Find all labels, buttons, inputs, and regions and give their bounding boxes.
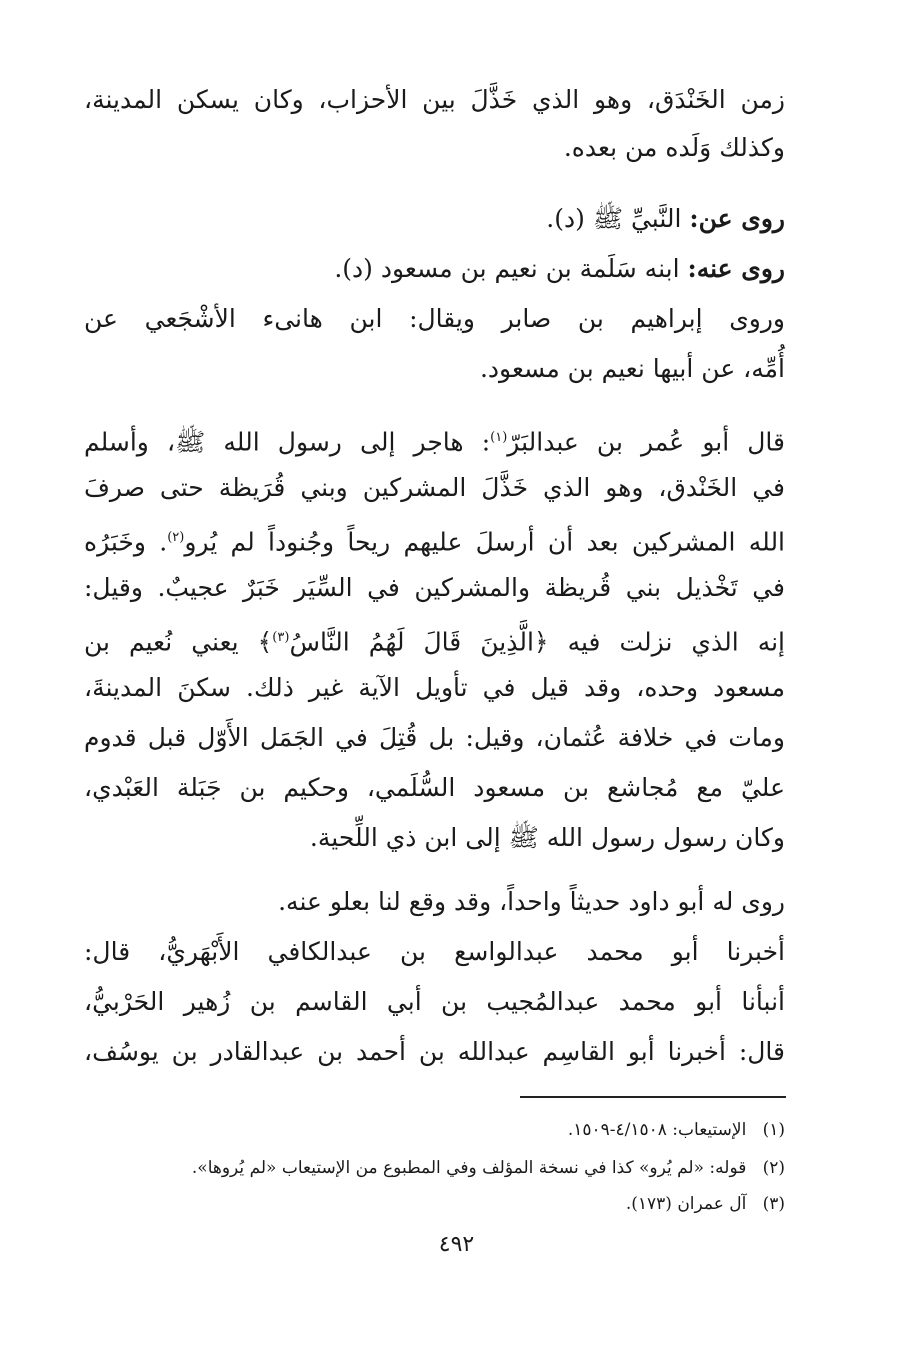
body-line-6: أُمِّه، عن أبيها نعيم بن مسعود.: [479, 354, 785, 383]
body-line-11: [84, 621, 785, 659]
body-line-11-a: إنه الذي نزلت فيه ﴿الَّذِينَ قَالَ لَهُمُ النَّاسُ: [289, 627, 785, 657]
footnote-2: [84, 1156, 785, 1180]
narrated-from-line: [84, 202, 785, 236]
body-line-8: في الخَنْدق، وهو الذي خَذَّلَ المشركين وبني قُرَيظة حتى صرفَ: [84, 473, 785, 502]
body-line-9: [84, 521, 785, 559]
narrated-by-label: روى عنه:: [687, 254, 785, 283]
narrated-by-text: ابنه سَلَمة بن نعيم بن مسعود (د).: [334, 254, 680, 283]
body-line-13: ومات في خلافة عُثمان، وقيل: بل قُتِلَ في الجَمَل الأَوّل قبل قدوم: [84, 723, 785, 752]
body-line-7-b: : هاجر إلى رسول الله ﷺ، وأسلم: [84, 427, 491, 457]
footnote-ref-1: (١): [490, 430, 508, 445]
body-line-16: روى له أبو داود حديثاً واحداً، وقد وقع لنا بعلو عنه.: [278, 887, 785, 916]
footnote-separator: [520, 1096, 786, 1098]
narrated-from-text: النَّبيِّ ﷺ (د).: [546, 204, 682, 233]
footnote-3-number: (٣): [762, 1194, 785, 1214]
body-line-12: مسعود وحده، وقد قيل في تأويل الآية غير ذلك. سكنَ المدينةَ،: [84, 673, 785, 702]
body-line-2: وكذلك وَلَده من بعده.: [563, 133, 785, 162]
body-line-10: في تَخْذيل بني قُريظة والمشركين في السِّيَر خَبَرٌ عجيبٌ. وقيل:: [84, 573, 785, 602]
body-line-11-b: ﴾ يعني نُعيم بن: [84, 627, 273, 657]
footnote-ref-3: (٣): [272, 630, 290, 645]
footnote-1-number: (١): [762, 1120, 785, 1140]
body-line-17: أخبرنا أبو محمد عبدالواسع بن عبدالكافي الأَبْهَريُّ، قال:: [84, 937, 785, 966]
footnote-1-text: الإستيعاب: ٤/١٥٠٨-١٥٠٩.: [567, 1120, 747, 1140]
body-line-5: وروى إبراهيم بن صابر ويقال: ابن هانىء الأشْجَعي عن: [84, 304, 785, 333]
body-line-19: قال: أخبرنا أبو القاسِم عبدالله بن أحمد بن عبدالقادر بن يوسُف،: [84, 1037, 785, 1066]
body-line-7-a: قال أبو عُمر بن عبدالبَرّ: [507, 427, 786, 457]
footnote-3: [84, 1192, 785, 1216]
body-line-18: أنبأنا أبو محمد عبدالمُجيب بن أبي القاسم بن زُهير الحَرْبيُّ،: [84, 987, 785, 1016]
narrated-by-line: [84, 252, 785, 286]
footnote-3-text: آل عمران (١٧٣).: [625, 1194, 747, 1214]
body-line-9-a: الله المشركين بعد أن أرسلَ عليهم ريحاً وجُنوداً لم يُرو: [184, 527, 786, 557]
body-line-9-b: . وخَبَرُه: [84, 527, 168, 557]
body-line-1: زمن الخَنْدَق، وهو الذي خَذَّلَ بين الأحزاب، وكان يسكن المدينة،: [84, 85, 785, 114]
footnote-2-number: (٢): [762, 1158, 785, 1178]
body-line-7: [84, 421, 785, 459]
body-line-15: وكان رسول رسول الله ﷺ إلى ابن ذي اللِّحية.: [309, 823, 785, 852]
footnote-1: [84, 1118, 785, 1142]
footnote-ref-2: (٢): [167, 530, 185, 545]
body-line-14: عليّ مع مُجاشع بن مسعود السُّلَمي، وحكيم بن جَبَلة العَبْدي،: [84, 773, 785, 802]
footnote-2-text: قوله: «لم يُرو» كذا في نسخة المؤلف وفي المطبوع من الإستيعاب «لم يُروها».: [191, 1158, 747, 1178]
page-number: ٤٩٢: [438, 1232, 475, 1257]
narrated-from-label: روى عن:: [689, 204, 785, 233]
